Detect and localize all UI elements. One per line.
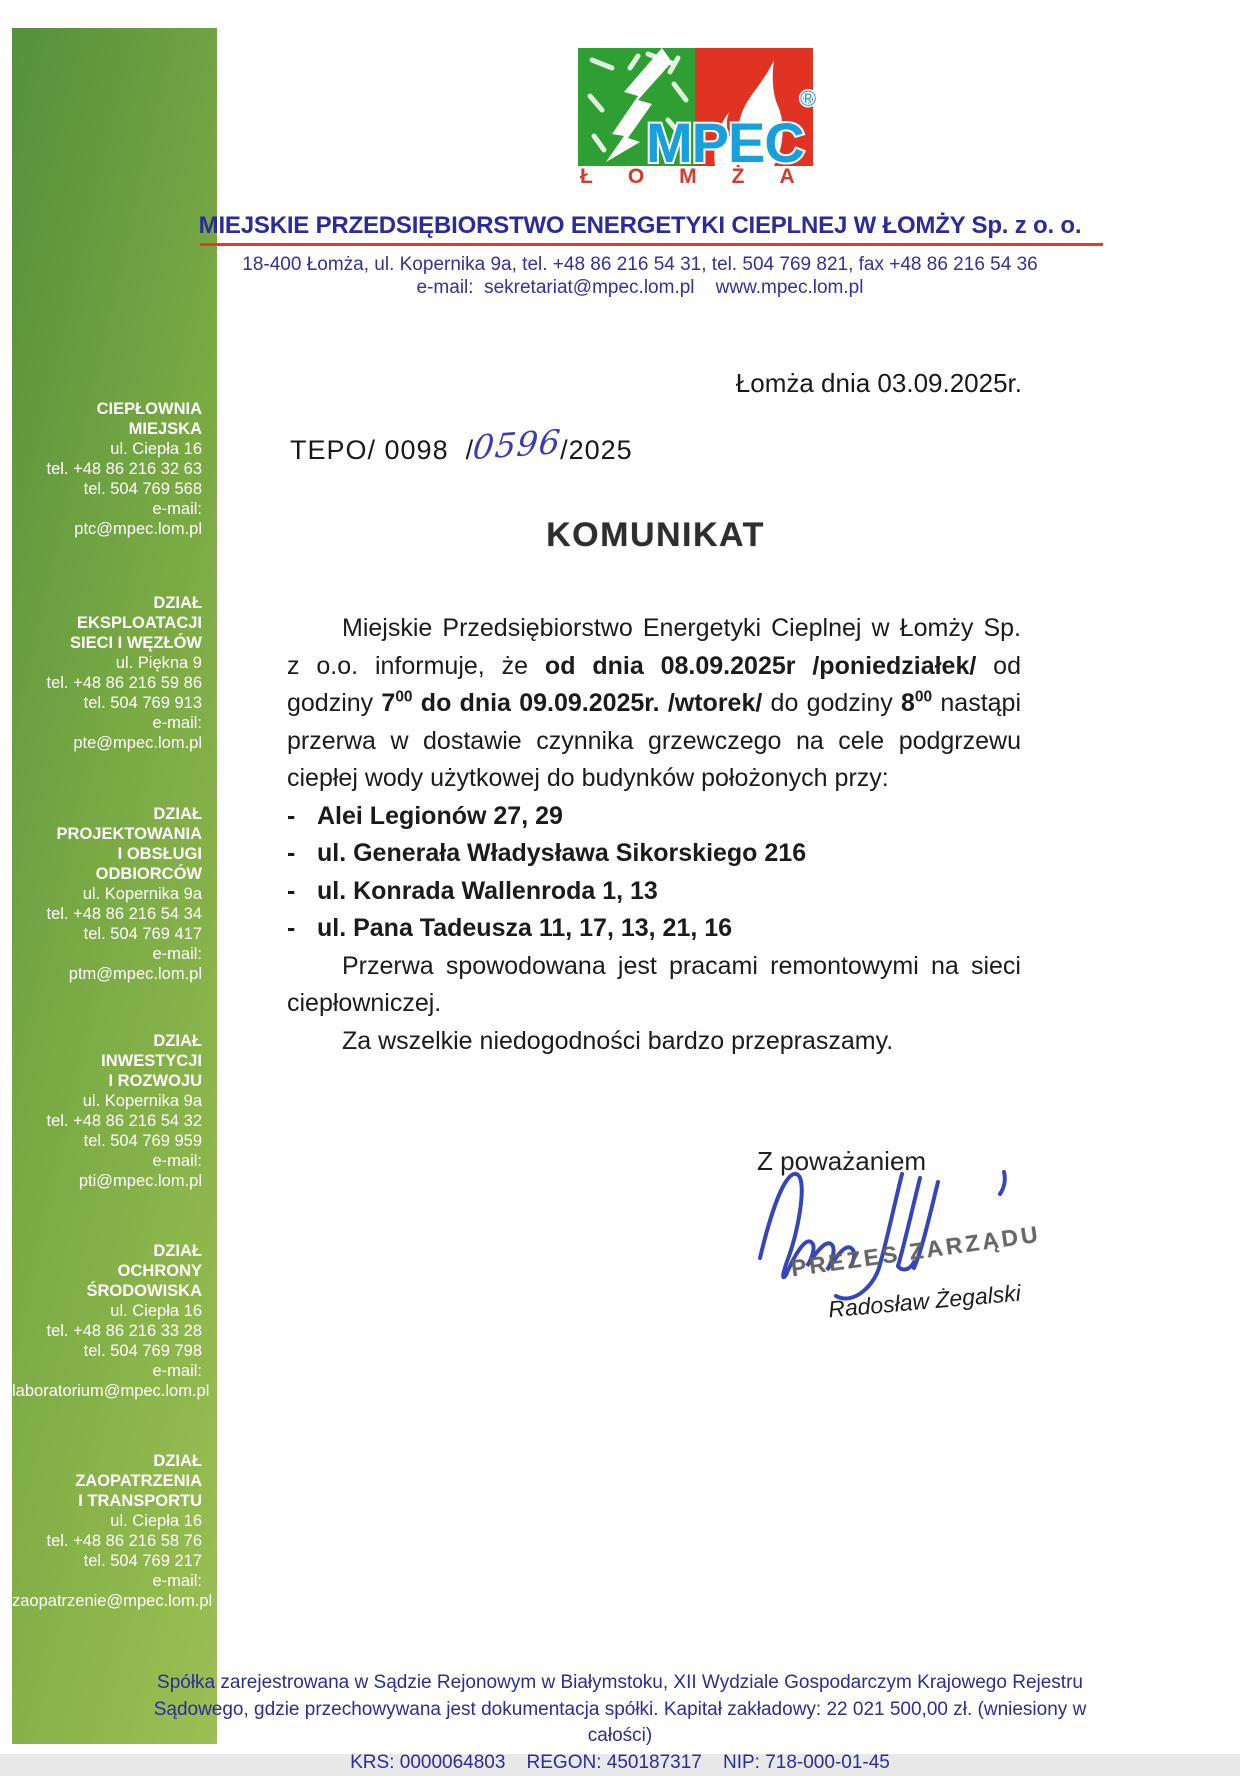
p1-bold-hour-end <box>901 689 932 717</box>
footer-line: Spółka zarejestrowana w Sądzie Rejonowym w Białymstoku, XII Wydziale Gospodarczym Krajowego Rejestru <box>120 1670 1120 1697</box>
position-stamp: PREZES ZARZĄDU <box>789 1221 1042 1283</box>
address-list-item <box>287 910 1021 948</box>
sidebar-section-title-line: DZIAŁ <box>12 804 202 824</box>
sidebar-section-detail-line: tel. 504 769 913 <box>12 693 202 713</box>
sidebar-section-5 <box>12 1241 208 1401</box>
sidebar-section-detail-line: e-mail: <box>12 713 202 733</box>
p1-text: do godziny <box>771 689 901 717</box>
registration-footer <box>120 1670 1120 1776</box>
paragraph-2: Przerwa spowodowana jest pracami remontowymi na sieci ciepłowniczej. <box>287 948 1021 1023</box>
p1-text: nastąpi przerwa w dostawie czynnika grzewczego na cele podgrzewu ciepłej wody użytkowej do budynków położonych przy: <box>287 689 1021 792</box>
document-title: KOMUNIKAT <box>287 516 1024 555</box>
mpec-logo <box>578 40 828 170</box>
address-text: ul. Pana Tadeusza 11, 17, 13, 21, 16 <box>317 914 732 942</box>
sidebar-section-title-line: DZIAŁ <box>12 593 202 613</box>
sidebar-section-detail-line: pte@mpec.lom.pl <box>12 733 202 753</box>
sidebar-section-detail-line: tel. 504 769 959 <box>12 1131 202 1151</box>
sidebar-section-detail-line: ul. Ciepła 16 <box>12 439 202 459</box>
footer-line: KRS: 0000064803 REGON: 450187317 NIP: 718-000-01-45 <box>120 1750 1120 1776</box>
registered-mark: ® <box>800 86 816 111</box>
sidebar-section-title-line: ODBIORCÓW <box>12 864 202 884</box>
reference-suffix: /2025 <box>560 435 633 465</box>
sidebar-section-detail-line: ul. Piękna 9 <box>12 653 202 673</box>
sidebar-section-detail-line: ul. Kopernika 9a <box>12 1091 202 1111</box>
sidebar-section-title-line: ZAOPATRZENIA <box>12 1471 202 1491</box>
p1-bold-date-end: do dnia 09.09.2025r. /wtorek/ <box>413 689 771 717</box>
letter-body <box>287 610 1021 1060</box>
sidebar-section-detail-line: e-mail: <box>12 1151 202 1171</box>
address-text: ul. Konrada Wallenroda 1, 13 <box>317 877 658 905</box>
letter-date: Łomża dnia 03.09.2025r. <box>600 368 1022 399</box>
sidebar-section-4 <box>12 1031 208 1191</box>
sidebar-section-title-line: I OBSŁUGI <box>12 844 202 864</box>
sidebar-section-detail-line: ptc@mpec.lom.pl <box>12 519 202 539</box>
p1-text: Miejskie Przedsiębiorstwo Energetyki Cieplnej w Łomży Sp. z o.o. informuje, że <box>287 614 1021 680</box>
address-text: ul. Generała Władysława Sikorskiego 216 <box>317 839 806 867</box>
sidebar-section-title-line: CIEPŁOWNIA <box>12 399 202 419</box>
sidebar-section-title-line: OCHRONY <box>12 1261 202 1281</box>
address-text: Alei Legionów 27, 29 <box>317 802 563 830</box>
company-email-line: e-mail: sekretariat@mpec.lom.pl www.mpec.lom.pl <box>180 277 1100 299</box>
company-name-line: MIEJSKIE PRZEDSIĘBIORSTWO ENERGETYKI CIEPLNEJ W ŁOMŻY Sp. z o. o. <box>180 212 1100 240</box>
sidebar-section-detail-line: tel. +48 86 216 54 32 <box>12 1111 202 1131</box>
sidebar-section-detail-line: e-mail: <box>12 1571 202 1591</box>
sidebar-section-title-line: I ROZWOJU <box>12 1071 202 1091</box>
paragraph-3: Za wszelkie niedogodności bardzo przepraszamy. <box>287 1023 1021 1061</box>
sidebar-section-detail-line: tel. 504 769 798 <box>12 1341 202 1361</box>
closing-salutation: Z poważaniem <box>757 1146 926 1177</box>
footer-line: Sądowego, gdzie przechowywana jest dokumentacja spółki. Kapitał zakładowy: 22 021 500,00 zł. (wniesiony w całości) <box>120 1697 1120 1750</box>
list-dash: - <box>287 910 317 948</box>
sidebar-section-title-line: DZIAŁ <box>12 1451 202 1471</box>
sidebar-section-detail-line: e-mail: <box>12 1361 202 1381</box>
p1-text: od godziny <box>287 652 1021 718</box>
sidebar-section-6 <box>12 1451 208 1611</box>
hour-base: 7 <box>381 689 395 717</box>
sidebar-section-detail-line: tel. 504 769 217 <box>12 1551 202 1571</box>
paragraph-1 <box>287 610 1021 798</box>
sidebar-section-title-line: PROJEKTOWANIA <box>12 824 202 844</box>
sidebar-section-title-line: SIECI I WĘZŁÓW <box>12 633 202 653</box>
sidebar-section-detail-line: e-mail: <box>12 499 202 519</box>
signer-name: Radosław Żegalski <box>827 1280 1022 1324</box>
sidebar-section-detail-line: tel. 504 769 417 <box>12 924 202 944</box>
sidebar-section-detail-line: tel. 504 769 568 <box>12 479 202 499</box>
reference-handwritten-number: 0596 <box>471 422 563 468</box>
p1-bold-date-start: od dnia 08.09.2025r /poniedziałek/ <box>545 652 976 680</box>
sidebar-section-detail-line: zaopatrzenie@mpec.lom.pl <box>12 1591 202 1611</box>
sidebar-section-detail-line: pti@mpec.lom.pl <box>12 1171 202 1191</box>
list-dash: - <box>287 835 317 873</box>
sidebar-section-2 <box>12 593 208 753</box>
p1-bold-hour-start <box>381 689 412 717</box>
sidebar-section-title-line: ŚRODOWISKA <box>12 1281 202 1301</box>
logo-city-text: ŁOMŻA <box>580 165 830 189</box>
sidebar-section-detail-line: ptm@mpec.lom.pl <box>12 964 202 984</box>
sidebar-section-detail-line: e-mail: <box>12 944 202 964</box>
reference-prefix: TEPO/ 0098 / <box>290 435 474 465</box>
reference-number <box>290 428 633 467</box>
list-dash: - <box>287 798 317 836</box>
sidebar-section-detail-line: tel. +48 86 216 54 34 <box>12 904 202 924</box>
sidebar-section-title-line: INWESTYCJI <box>12 1051 202 1071</box>
sidebar-section-detail-line: laboratorium@mpec.lom.pl <box>12 1381 202 1401</box>
sidebar-section-detail-line: ul. Ciepła 16 <box>12 1511 202 1531</box>
sidebar-section-3 <box>12 804 208 984</box>
sidebar-section-title-line: EKSPLOATACJI <box>12 613 202 633</box>
sidebar-section-detail-line: tel. +48 86 216 32 63 <box>12 459 202 479</box>
list-dash: - <box>287 873 317 911</box>
sidebar-section-title-line: DZIAŁ <box>12 1241 202 1261</box>
sidebar-section-detail-line: tel. +48 86 216 58 76 <box>12 1531 202 1551</box>
logo-brand-text: MPEC <box>646 111 804 174</box>
address-list-item <box>287 798 1021 836</box>
sidebar-section-title-line: I TRANSPORTU <box>12 1491 202 1511</box>
hour-sup: 00 <box>395 689 412 706</box>
sidebar-section-title-line: DZIAŁ <box>12 1031 202 1051</box>
company-address-line: 18-400 Łomża, ul. Kopernika 9a, tel. +48 86 216 54 31, tel. 504 769 821, fax +48 86 216 54 36 <box>180 254 1100 276</box>
sidebar-section-detail-line: ul. Ciepła 16 <box>12 1301 202 1321</box>
sidebar-section-1 <box>12 399 208 539</box>
hour-sup: 00 <box>915 689 932 706</box>
sidebar-section-detail-line: tel. +48 86 216 59 86 <box>12 673 202 693</box>
sidebar-section-detail-line: ul. Kopernika 9a <box>12 884 202 904</box>
sidebar-section-title-line: MIEJSKA <box>12 419 202 439</box>
address-list-item <box>287 835 1021 873</box>
hour-base: 8 <box>901 689 915 717</box>
header-divider-rule <box>200 243 1103 246</box>
sidebar-section-detail-line: tel. +48 86 216 33 28 <box>12 1321 202 1341</box>
address-list-item <box>287 873 1021 911</box>
